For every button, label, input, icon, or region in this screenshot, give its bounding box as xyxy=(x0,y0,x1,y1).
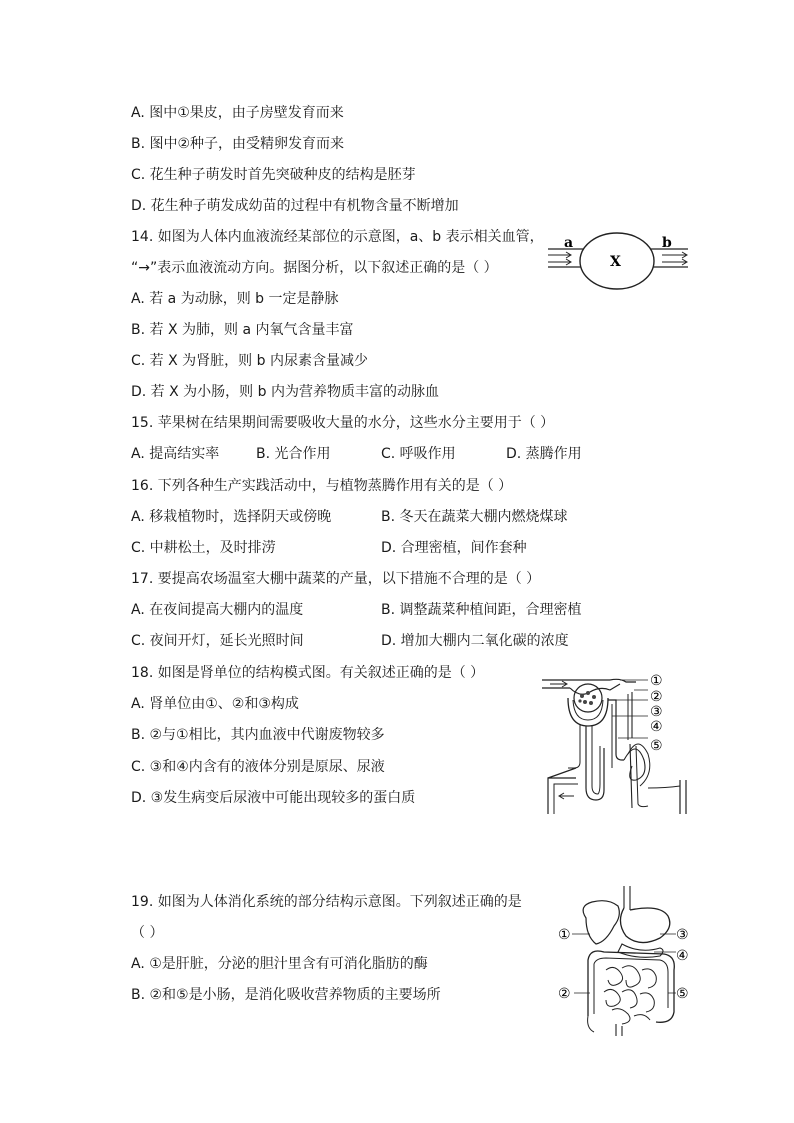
q17-stem: 17. 要提高农场温室大棚中蔬菜的产量，以下措施不合理的是（ ） xyxy=(131,571,541,587)
q16-stem: 16. 下列各种生产实践活动中，与植物蒸腾作用有关的是（ ） xyxy=(131,478,513,494)
q16-option-d: D. 合理密植，间作套种 xyxy=(381,540,527,556)
q15-option-a: A. 提高结实率 xyxy=(131,446,220,462)
digestive-label-3: ③ xyxy=(676,927,689,943)
q18-stem: 18. 如图是肾单位的结构模式图。有关叙述正确的是（ ） xyxy=(131,665,485,681)
digestive-system-diagram xyxy=(556,886,692,1036)
digestive-label-2: ② xyxy=(558,986,571,1002)
q13-option-c: C. 花生种子萌发时首先突破种皮的结构是胚芽 xyxy=(131,167,416,183)
q14-label-a: a xyxy=(564,235,574,251)
q14-stem-line1: 14. 如图为人体内血液流经某部位的示意图，a、b 表示相关血管， xyxy=(131,229,544,245)
q15-option-d: D. 蒸腾作用 xyxy=(506,446,582,462)
q17-option-a: A. 在夜间提高大棚内的温度 xyxy=(131,602,304,618)
q18-option-a: A. 肾单位由①、②和③构成 xyxy=(131,696,299,712)
nephron-label-1: ① xyxy=(650,673,663,689)
q15-stem: 15. 苹果树在结果期间需要吸收大量的水分，这些水分主要用于（ ） xyxy=(131,415,555,431)
q17-option-d: D. 增加大棚内二氧化碳的浓度 xyxy=(381,633,569,649)
digestive-label-5: ⑤ xyxy=(676,986,689,1002)
q18-option-d: D. ③发生病变后尿液中可能出现较多的蛋白质 xyxy=(131,790,416,806)
q19-stem-line2: （ ） xyxy=(131,925,164,941)
q16-option-a: A. 移栽植物时，选择阴天或傍晚 xyxy=(131,509,332,525)
q19-option-a: A. ①是肝脏，分泌的胆汁里含有可消化脂肪的酶 xyxy=(131,956,428,972)
q14-blood-flow-diagram xyxy=(544,229,694,293)
nephron-label-3: ③ xyxy=(650,704,663,720)
q18-option-c: C. ③和④内含有的液体分别是原尿、尿液 xyxy=(131,759,385,775)
nephron-label-5: ⑤ xyxy=(650,738,663,754)
nephron-label-4: ④ xyxy=(650,719,663,735)
q18-option-b: B. ②与①相比，其内血液中代谢废物较多 xyxy=(131,727,385,743)
q15-option-c: C. 呼吸作用 xyxy=(381,446,456,462)
q14-option-a: A. 若 a 为动脉，则 b 一定是静脉 xyxy=(131,291,339,307)
q13-option-b: B. 图中②种子，由受精卵发育而来 xyxy=(131,136,345,152)
digestive-label-4: ④ xyxy=(676,948,689,964)
q13-option-d: D. 花生种子萌发成幼苗的过程中有机物含量不断增加 xyxy=(131,198,459,214)
q14-option-b: B. 若 X 为肺，则 a 内氧气含量丰富 xyxy=(131,322,354,338)
nephron-label-2: ② xyxy=(650,689,663,705)
q16-option-b: B. 冬天在蔬菜大棚内燃烧煤球 xyxy=(381,509,568,525)
q16-option-c: C. 中耕松土，及时排涝 xyxy=(131,540,276,556)
q14-option-d: D. 若 X 为小肠，则 b 内为营养物质丰富的动脉血 xyxy=(131,384,439,400)
q14-option-c: C. 若 X 为肾脏，则 b 内尿素含量减少 xyxy=(131,353,368,369)
q14-stem-line2: “→”表示血液流动方向。据图分析，以下叙述正确的是（ ） xyxy=(131,260,498,276)
q19-stem-line1: 19. 如图为人体消化系统的部分结构示意图。下列叙述正确的是 xyxy=(131,894,522,910)
nephron-diagram xyxy=(540,668,690,814)
q17-option-c: C. 夜间开灯，延长光照时间 xyxy=(131,633,304,649)
q17-option-b: B. 调整蔬菜种植间距，合理密植 xyxy=(381,602,582,618)
q14-label-x: X xyxy=(610,254,621,270)
q13-option-a: A. 图中①果皮，由子房壁发育而来 xyxy=(131,105,344,121)
q15-option-b: B. 光合作用 xyxy=(256,446,331,462)
q19-option-b: B. ②和⑤是小肠，是消化吸收营养物质的主要场所 xyxy=(131,987,441,1003)
q14-label-b: b xyxy=(662,235,672,251)
digestive-label-1: ① xyxy=(558,927,571,943)
